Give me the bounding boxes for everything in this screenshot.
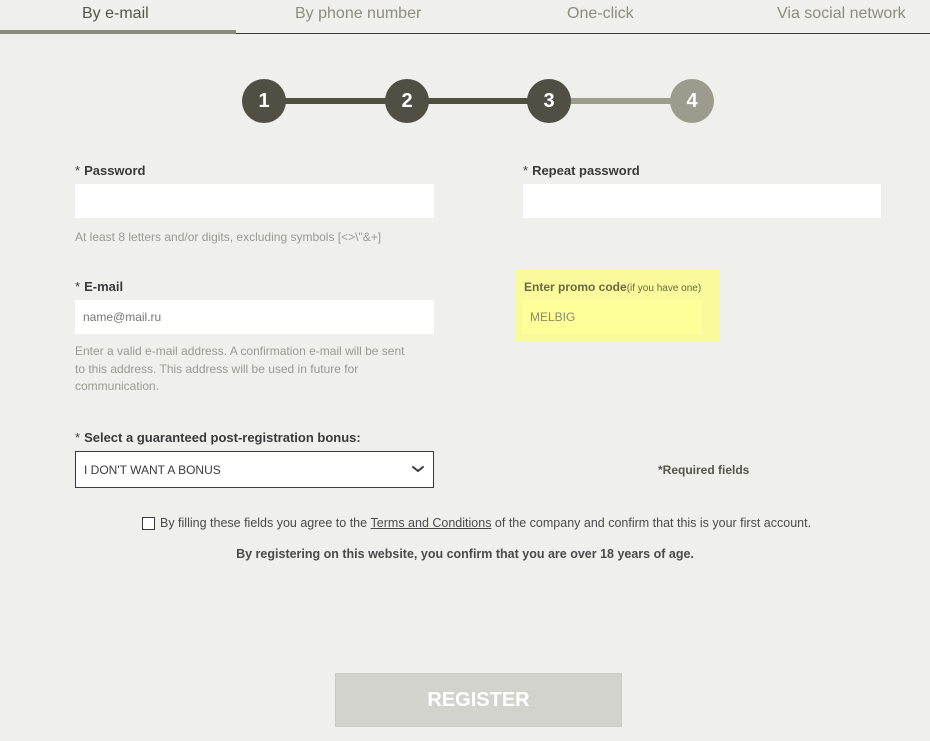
email-hint-line: to this address. This address will be used in future for: [75, 361, 359, 376]
email-label: [75, 279, 123, 294]
promo-code-input[interactable]: MELBIG: [522, 300, 702, 334]
register-button[interactable]: REGISTER: [335, 673, 622, 727]
step-4: 4: [670, 79, 714, 123]
required-star: *: [523, 163, 529, 178]
step-1: 1: [242, 79, 286, 123]
password-hint: At least 8 letters and/or digits, excluding symbols [<>\"&+]: [75, 230, 382, 244]
required-star: *: [75, 430, 81, 445]
promo-label-text: Enter promo code: [524, 280, 627, 294]
email-hint-line: Enter a valid e-mail address. A confirmation e-mail will be sent: [75, 344, 405, 358]
bonus-select[interactable]: [75, 451, 434, 488]
agreement-text: By filling these fields you agree to the: [160, 516, 371, 530]
tab-by-phone[interactable]: By phone number: [295, 5, 422, 22]
email-label-text: E-mail: [84, 279, 124, 294]
promo-label-note: (if you have one): [626, 283, 702, 294]
step-2: 2: [385, 79, 429, 123]
step-3: 3: [527, 79, 571, 123]
repeat-password-input[interactable]: [523, 184, 881, 218]
required-star: *: [75, 279, 81, 294]
age-notice: By registering on this website, you confirm that you are over 18 years of age.: [236, 547, 694, 561]
required-star: *: [75, 163, 81, 178]
password-label-text: Password: [84, 163, 146, 178]
email-hint: [75, 343, 455, 396]
tab-social-network[interactable]: Via social network: [777, 5, 906, 22]
password-input[interactable]: [75, 184, 434, 218]
active-tab-indicator: [0, 30, 236, 34]
bonus-label-text: Select a guaranteed post-registration bonus:: [84, 430, 361, 445]
agreement-row: [142, 516, 811, 530]
repeat-password-label: [523, 163, 640, 178]
bonus-label: [75, 430, 361, 445]
agreement-checkbox[interactable]: [142, 517, 155, 530]
registration-tabs: [0, 0, 930, 34]
terms-link[interactable]: Terms and Conditions: [370, 516, 492, 530]
email-input[interactable]: name@mail.ru: [75, 300, 434, 334]
email-hint-line: communication.: [75, 379, 160, 393]
step-progress: [242, 79, 714, 123]
promo-label: [524, 280, 701, 294]
tab-one-click[interactable]: One-click: [567, 5, 634, 22]
repeat-password-label-text: Repeat password: [532, 163, 640, 178]
password-label: [75, 163, 145, 178]
agreement-text-suffix: of the company and confirm that this is your first account.: [491, 516, 812, 530]
chevron-down-icon: [411, 462, 425, 476]
tab-by-email[interactable]: By e-mail: [82, 5, 149, 22]
bonus-selected-value: I DON'T WANT A BONUS: [84, 462, 221, 477]
required-fields-note: *Required fields: [658, 463, 750, 477]
